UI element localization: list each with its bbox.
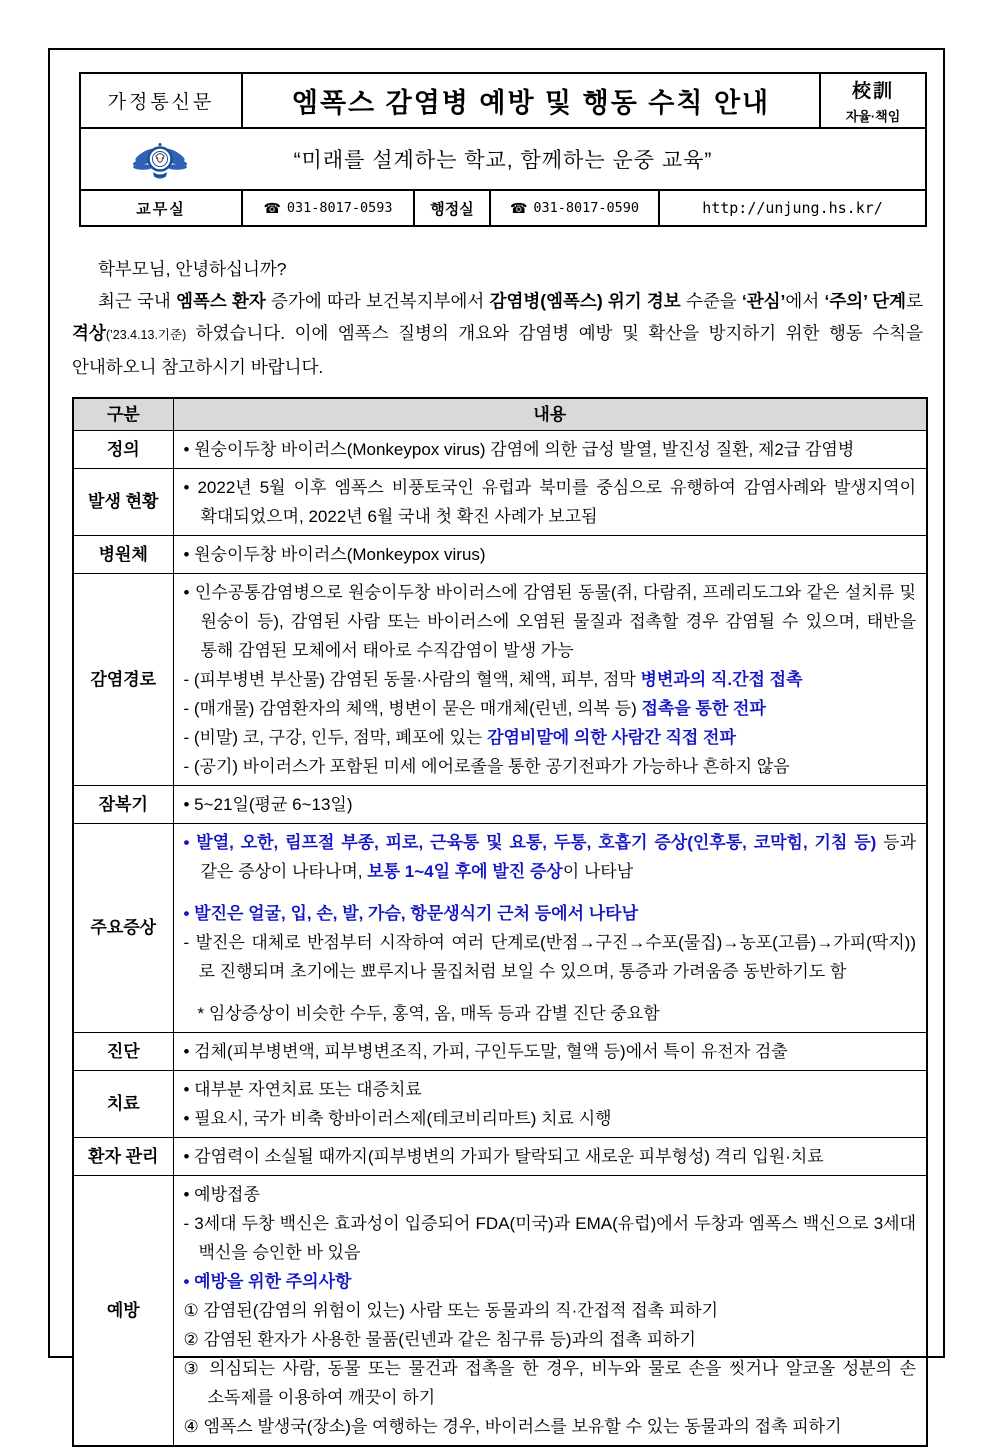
row-label: 정의 xyxy=(73,430,173,468)
content-line: • 인수공통감염병으로 원숭이두창 바이러스에 감염된 동물(쥐, 다람쥐, 프레리도그와 같은 설치류 및 원숭이 등), 감염된 사람 또는 바이러스에 오염된 물질과 접촉할 경우 감염될 수 있으며, 태반을 통해 감염된 모체에서 태아로 수직감염이 발생 가능 xyxy=(183,582,916,660)
row-content xyxy=(173,1175,927,1446)
content-line: • 원숭이두창 바이러스(Monkeypox virus) 감염에 의한 급성 발열, 발진성 질환, 제2급 감염병 xyxy=(183,439,855,459)
col-header-category: 구분 xyxy=(73,398,173,430)
doc-type-cell xyxy=(81,74,243,127)
table-row-transmission xyxy=(73,573,927,785)
contact-office2-phone xyxy=(491,191,660,225)
content-line: ④ 엠폭스 발생국(장소)을 여행하는 경우, 바이러스를 보유할 수 있는 동물과의 접촉 피하기 xyxy=(183,1416,842,1436)
row-label: 예방 xyxy=(73,1175,173,1446)
table-row-incubation xyxy=(73,785,927,823)
school-motto-cell xyxy=(819,74,925,127)
content-line: ① 감염된(감염의 위험이 있는) 사람 또는 동물과의 직·간접적 접촉 피하기 xyxy=(183,1300,719,1320)
page-title: 엠폭스 감염병 예방 및 행동 수칙 안내 xyxy=(291,88,771,118)
content-line: • 발열, 오한, 림프절 부종, 피로, 근육통 및 요통, 두통, 호흡기 증상(인후통, 코막힘, 기침 등) 등과 같은 증상이 나타나며, 보통 1~4일 후에 발진 증상이 나타남 xyxy=(183,832,917,881)
table-row-patient-management xyxy=(73,1137,927,1175)
school-slogan: “미래를 설계하는 학교, 함께하는 운중 교육” xyxy=(293,149,713,172)
content-line: • 5~21일(평균 6~13일) xyxy=(183,794,353,814)
table-row-prevention xyxy=(73,1175,927,1446)
website-url-cell xyxy=(660,191,925,225)
info-table xyxy=(72,397,928,1447)
website-url: http://unjung.hs.kr/ xyxy=(702,199,883,217)
content-line: • 검체(피부병변액, 피부병변조직, 가피, 구인두도말, 혈액 등)에서 특이 유전자 검출 xyxy=(183,1041,788,1061)
content-line: • 대부분 자연치료 또는 대증치료 xyxy=(183,1079,422,1099)
header-slogan-row xyxy=(81,129,925,191)
contact-office2-label: 행정실 xyxy=(415,191,491,225)
content-line: • 예방을 위한 주의사항 xyxy=(183,1271,352,1291)
content-line: • 발진은 얼굴, 입, 손, 발, 가슴, 항문생식기 근처 등에서 나타남 xyxy=(183,903,639,923)
row-label: 병원체 xyxy=(73,535,173,573)
content-line: - (매개물) 감염환자의 체액, 병변이 묻은 매개체(린넨, 의복 등) 접촉을 통한 전파 xyxy=(183,698,766,718)
content-line: - (피부병변 부산물) 감염된 동물·사람의 혈액, 체액, 피부, 점막 병변과의 직.간접 접촉 xyxy=(183,669,803,689)
row-content xyxy=(173,430,927,468)
row-label: 주요증상 xyxy=(73,823,173,1032)
content-line: * 임상증상이 비슷한 수두, 홍역, 옴, 매독 등과 감별 진단 중요함 xyxy=(197,1003,660,1023)
header-title-row xyxy=(81,74,925,129)
school-emblem-icon xyxy=(131,139,189,181)
table-row-symptoms xyxy=(73,823,927,1032)
table-row-outbreak-status xyxy=(73,468,927,535)
table-row-definition xyxy=(73,430,927,468)
content-line: • 필요시, 국가 비축 항바이러스제(테코비리마트) 치료 시행 xyxy=(183,1108,612,1128)
row-content xyxy=(173,1032,927,1070)
content-line: - (비말) 코, 구강, 인두, 점막, 폐포에 있는 감염비말에 의한 사람간 직접 전파 xyxy=(183,727,736,747)
content-line: - 3세대 두창 백신은 효과성이 입증되어 FDA(미국)과 EMA(유럽)에서 두창과 엠폭스 백신으로 3세대 백신을 승인한 바 있음 xyxy=(183,1213,916,1262)
row-content xyxy=(173,1137,927,1175)
row-content xyxy=(173,823,927,1032)
row-label: 치료 xyxy=(73,1070,173,1137)
table-row-treatment xyxy=(73,1070,927,1137)
phone-icon: ☎ xyxy=(263,199,281,216)
page-border-frame xyxy=(48,48,945,1436)
content-line: ③ 의심되는 사람, 동물 또는 물건과 접촉을 한 경우, 비누와 물로 손을 씻거나 알코올 성분의 손 소독제를 이용하여 깨끗이 하기 xyxy=(183,1358,916,1407)
col-header-content: 내용 xyxy=(173,398,927,430)
row-content xyxy=(173,573,927,785)
row-label: 발생 현황 xyxy=(73,468,173,535)
row-label: 진단 xyxy=(73,1032,173,1070)
row-label: 환자 관리 xyxy=(73,1137,173,1175)
intro-section xyxy=(72,253,923,383)
header-contact-row xyxy=(81,191,925,225)
row-label: 잠복기 xyxy=(73,785,173,823)
office1-phone-number: 031-8017-0593 xyxy=(286,200,393,216)
intro-greeting: 학부모님, 안녕하십니까? xyxy=(98,259,287,279)
content-line: • 감염력이 소실될 때까지(피부병변의 가피가 탈락되고 새로운 피부형성) 격리 입원·치료 xyxy=(183,1146,824,1166)
phone-icon: ☎ xyxy=(509,199,528,216)
row-content xyxy=(173,535,927,573)
header-table xyxy=(79,72,927,227)
content-line: - 발진은 대체로 반점부터 시작하여 여러 단계로(반점→구진→수포(물집)→농포(고름)→가피(딱지))로 진행되며 초기에는 뾰루지나 물집처럼 보일 수 있으며, 통증과 가려움증 동반하기도 함 xyxy=(183,932,916,981)
motto-value: 자율·책임 xyxy=(845,109,901,124)
table-row-pathogen xyxy=(73,535,927,573)
doc-type-label: 가정통신문 xyxy=(107,92,215,113)
motto-label: 校訓 xyxy=(851,81,894,102)
table-row-diagnosis xyxy=(73,1032,927,1070)
content-line: • 원숭이두창 바이러스(Monkeypox virus) xyxy=(183,544,486,564)
table-header-row xyxy=(73,398,927,430)
content-line: • 2022년 5월 이후 엠폭스 비풍토국인 유럽과 북미를 중심으로 유행하여 감염사례와 발생지역이 확대되었으며, 2022년 6월 국내 첫 확진 사례가 보고됨 xyxy=(183,477,916,526)
office2-phone-number: 031-8017-0590 xyxy=(533,200,640,216)
row-label: 감염경로 xyxy=(73,573,173,785)
contact-office1-phone xyxy=(243,191,415,225)
row-content xyxy=(173,468,927,535)
content-line: ② 감염된 환자가 사용한 물품(린넨과 같은 침구류 등)과의 접촉 피하기 xyxy=(183,1329,696,1349)
row-content xyxy=(173,785,927,823)
content-line: - (공기) 바이러스가 포함된 미세 에어로졸을 통한 공기전파가 가능하나 흔하지 않음 xyxy=(183,756,790,776)
contact-office1-label: 교무실 xyxy=(81,191,243,225)
intro-paragraph: 최근 국내 엠폭스 환자 증가에 따라 보건복지부에서 감염병(엠폭스) 위기 경보 수준을 ‘관심’에서 ‘주의’ 단계로 격상(’23.4.13.기준) 하였습니다. 이에 엠폭스 질병의 개요와 감염병 예방 및 확산을 방지하기 위한 행동 수칙을 안내하오니 참고하시기 바랍니다. xyxy=(72,291,923,377)
content-line: • 예방접종 xyxy=(183,1184,260,1204)
row-content xyxy=(173,1070,927,1137)
